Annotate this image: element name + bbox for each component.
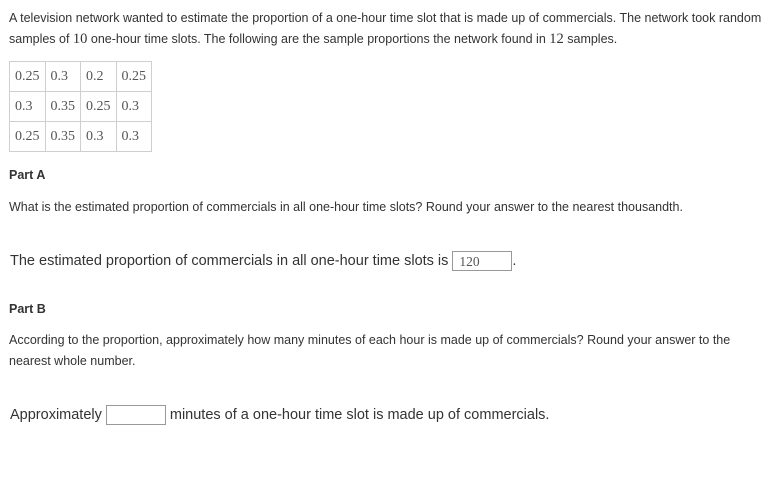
table-cell: 0.3 xyxy=(10,92,46,122)
table-cell: 0.25 xyxy=(116,62,152,92)
table-row xyxy=(10,62,152,92)
part-a-question: What is the estimated proportion of commercials in all one-hour time slots? Round your answer to the nearest thousandth. xyxy=(9,200,683,214)
intro-text-2: one-hour time slots. The following are the sample proportions the network found in xyxy=(87,32,550,46)
part-a-answer-input[interactable] xyxy=(452,251,512,271)
table-row xyxy=(10,92,152,122)
table-cell: 0.2 xyxy=(81,62,117,92)
part-b-heading: Part B xyxy=(9,302,46,316)
sample-proportions-table xyxy=(9,61,152,152)
table-cell: 0.3 xyxy=(81,122,117,152)
part-a-answer-sentence xyxy=(10,251,516,271)
table-cell: 0.3 xyxy=(45,62,81,92)
intro-text-3: samples. xyxy=(563,32,618,46)
part-b-answer-prefix: Approximately xyxy=(10,407,102,423)
table-cell: 0.25 xyxy=(10,122,46,152)
table-row xyxy=(10,122,152,152)
part-a-heading: Part A xyxy=(9,168,46,182)
part-b-answer-input[interactable] xyxy=(106,405,166,425)
part-b-answer-suffix: minutes of a one-hour time slot is made up of commercials. xyxy=(169,407,550,423)
table-cell: 0.35 xyxy=(45,92,81,122)
table-cell: 0.3 xyxy=(116,122,152,152)
question-content xyxy=(9,8,774,423)
table-cell: 0.3 xyxy=(116,92,152,122)
sample-size-value: 10 xyxy=(72,31,88,47)
table-cell: 0.25 xyxy=(10,62,46,92)
part-b-question: According to the proportion, approximately how many minutes of each hour is made up of commercials? Round your answer to the nearest whole number. xyxy=(9,333,731,368)
part-a-answer-suffix: . xyxy=(512,253,517,269)
part-b-answer-sentence xyxy=(10,405,549,425)
table-cell: 0.35 xyxy=(45,122,81,152)
intro-text-1: A television network wanted to estimate the proportion of a one-hour time slot that is made up of commercials. The network took random samples of xyxy=(9,11,762,46)
part-a-answer-prefix: The estimated proportion of commercials in all one-hour time slots is xyxy=(10,253,449,269)
problem-statement xyxy=(9,8,774,50)
table-cell: 0.25 xyxy=(81,92,117,122)
sample-count-value: 12 xyxy=(549,31,564,47)
